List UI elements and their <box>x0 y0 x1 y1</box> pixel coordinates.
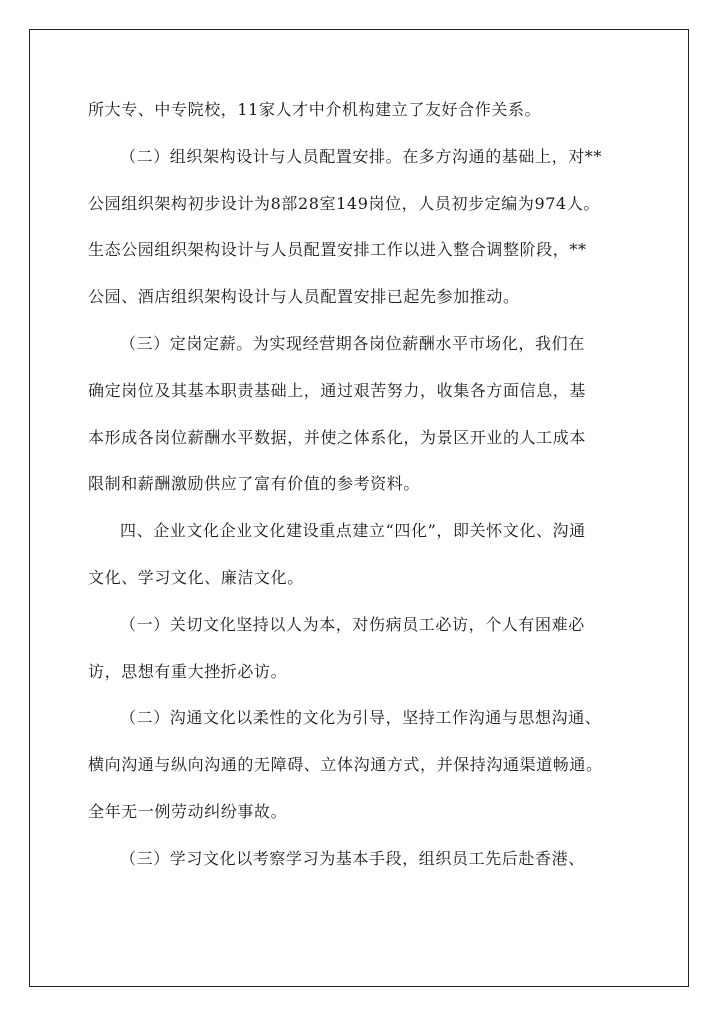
text-line: 限制和薪酬激励供应了富有价值的参考资料。 <box>88 474 421 494</box>
text-line: 确定岗位及其基本职责基础上，通过艰苦努力，收集各方面信息，基 <box>88 380 587 400</box>
text-line: 生态公园组织架构设计与人员配置安排工作以进入整合调整阶段，** <box>88 240 587 260</box>
text-line: 公园、酒店组织架构设计与人员配置安排已起先参加推动。 <box>88 287 520 307</box>
text-line: 本形成各岗位薪酬水平数据，并使之体系化，为景区开业的人工成本 <box>88 427 587 447</box>
text-line: 所大专、中专院校，11家人才中介机构建立了友好合作关系。 <box>88 100 542 119</box>
text-line: 横向沟通与纵向沟通的无障碍、立体沟通方式，并保持沟通渠道畅通。 <box>88 755 603 775</box>
paragraph-heading-salary: （三）定岗定薪。为实现经营期各岗位薪酬水平市场化，我们在 <box>120 333 585 353</box>
section-heading-culture: 四、企业文化企业文化建设重点建立“四化”，即关怀文化、沟通 <box>120 521 586 541</box>
text-line: 公园组织架构初步设计为8部28室149岗位，人员初步定编为974人。 <box>88 193 601 213</box>
document-body <box>88 92 634 888</box>
text-line: 访，思想有重大挫折必访。 <box>88 661 288 681</box>
text-line: 文化、学习文化、廉洁文化。 <box>88 567 304 587</box>
paragraph-heading-org-structure: （二）组织架构设计与人员配置安排。在多方沟通的基础上，对** <box>120 146 603 166</box>
paragraph-heading-care: （一）关切文化坚持以人为本，对伤病员工必访，个人有困难必 <box>120 614 585 634</box>
paragraph-heading-learning: （三）学习文化以考察学习为基本手段，组织员工先后赴香港、 <box>120 848 585 868</box>
paragraph-heading-communication: （二）沟通文化以柔性的文化为引导，坚持工作沟通与思想沟通、 <box>120 708 602 728</box>
text-line: 全年无一例劳动纠纷事故。 <box>88 801 288 821</box>
